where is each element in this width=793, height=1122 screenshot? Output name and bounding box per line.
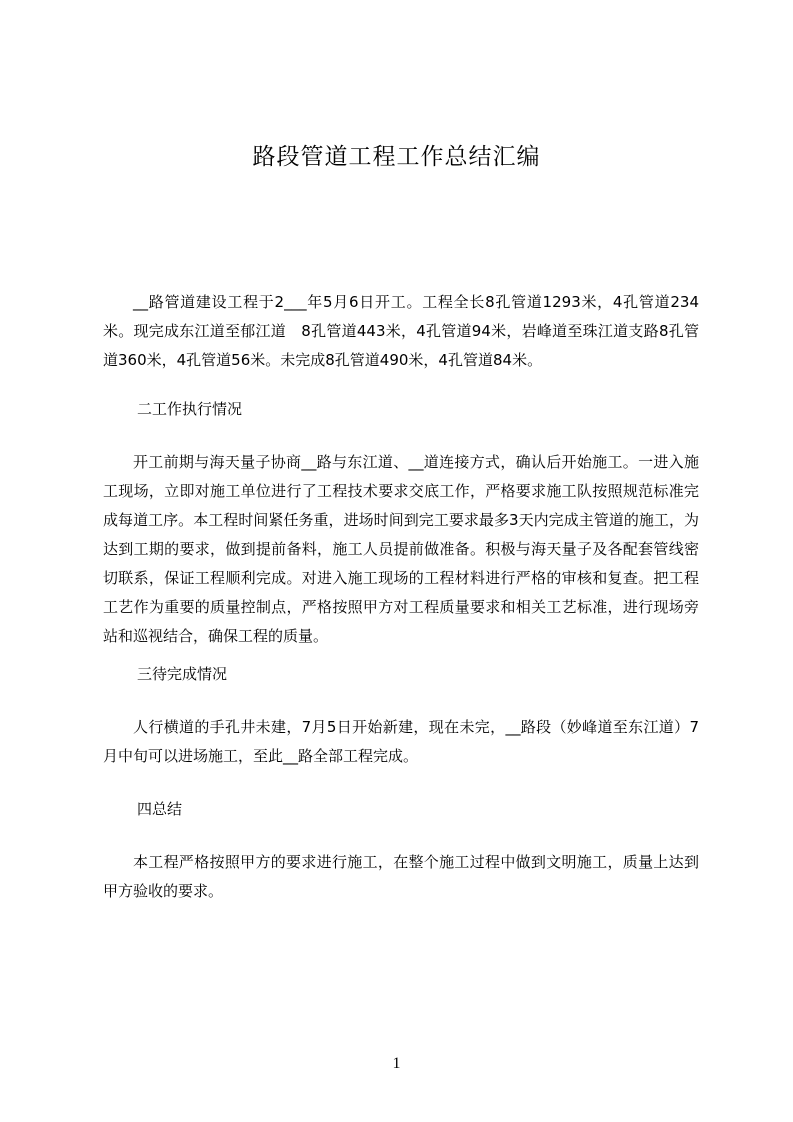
document-title: 路段管道工程工作总结汇编 [252,144,541,170]
pending-paragraph: 人行横道的手孔井未建，7月5日开始新建，现在未完，__路段（妙峰道至东江道）7月中旬可以进场施工，至此__路全部工程完成。 [103,718,699,765]
intro-paragraph: __路管道建设工程于2___年5月6日开工。工程全长8孔管道1293米，4孔管道234米。现完成东江道至郁江道 8孔管道443米，4孔管道94米，岩峰道至珠江道支路8孔管道360米，4孔管道56米。未完成8孔管道490米，4孔管道84米。 [103,293,699,369]
page-number: 1 [392,1055,401,1072]
section-heading-pending: 三待完成情况 [137,665,228,683]
section-heading-summary: 四总结 [137,800,183,818]
section-heading-execution: 二工作执行情况 [137,400,243,418]
summary-paragraph: 本工程严格按照甲方的要求进行施工，在整个施工过程中做到文明施工，质量上达到甲方验收的要求。 [103,853,699,900]
execution-paragraph: 开工前期与海天量子协商__路与东江道、__道连接方式，确认后开始施工。一进入施工现场，立即对施工单位进行了工程技术要求交底工作，严格要求施工队按照规范标准完成每道工序。本工程时间紧任务重，进场时间到完工要求最多3天内完成主管道的施工，为达到工期的要求，做到提前备料，施工人员提前做准备。积极与海天量子及各配套管线密切联系，保证工程顺利完成。对进入施工现场的工程材料进行严格的审核和复查。把工程工艺作为重要的质量控制点，严格按照甲方对工程质量要求和相关工艺标准，进行现场旁站和巡视结合，确保工程的质量。 [103,453,699,645]
